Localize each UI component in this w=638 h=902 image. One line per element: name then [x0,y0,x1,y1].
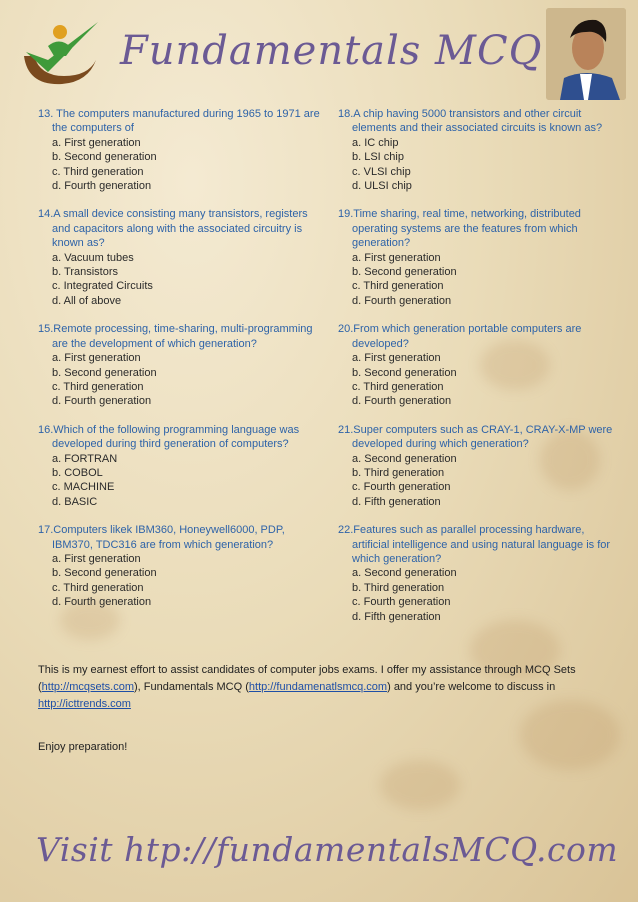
question-text: 15.Remote processing, time-sharing, multi-programming are the development of which generation? [38,323,313,350]
question-20 [338,322,623,408]
option: b. LSI chip [352,151,404,164]
option: d. Fifth generation [352,495,441,508]
enjoy-text: Enjoy preparation! [38,741,128,753]
question-text: 18.A chip having 5000 transistors and other circuit elements and their associated circuits is known as? [338,108,603,135]
option: a. IC chip [352,136,399,149]
question-text: 13. The computers manufactured during 1965 to 1971 are the computers of [38,108,320,135]
option: a. First generation [52,136,141,149]
option: c. Third generation [52,581,144,594]
option: c. Fourth generation [352,596,451,609]
question-21 [338,423,623,509]
question-22 [338,523,623,624]
option: a. First generation [352,352,441,365]
visit-banner: Visit htp://fundamentalsMCQ.com [36,830,619,869]
option: a. Vacuum tubes [52,251,134,264]
option: b. Third generation [352,466,445,479]
option: c. Third generation [352,380,444,393]
option: d. BASIC [52,495,98,508]
option: c. Third generation [52,165,144,178]
option: c. Third generation [352,280,444,293]
option: a. Second generation [352,567,457,580]
option: c. Third generation [52,380,144,393]
option: c. Fourth generation [352,481,451,494]
author-photo [546,8,626,100]
footer-text: This is my earnest effort to assist candidates of computer jobs exams. I offer my assistance through MCQ Sets ( [38,664,576,693]
option: a. First generation [352,251,441,264]
option: b. Second generation [52,366,157,379]
option: b. Second generation [352,366,457,379]
option: d. Fifth generation [352,610,441,623]
question-14 [38,207,323,308]
question-text: 16.Which of the following programming language was developed during third generation of computers? [38,423,300,451]
option: d. ULSI chip [352,180,412,193]
option: b. COBOL [52,466,103,479]
option: d. All of above [52,294,122,307]
question-15 [38,322,323,408]
option: b. Second generation [52,151,157,164]
mcqsets-link[interactable]: http://mcqsets.com [41,681,134,693]
question-16 [38,423,323,509]
option: b. Transistors [52,266,119,279]
question-text: 14.A small device consisting many transistors, registers and capacitors along with the associated circuitry is known as? [38,208,308,250]
question-text: 17.Computers likek IBM360, Honeywell6000, PDP, IBM370, TDC316 are from which generation? [38,524,285,551]
option: c. Integrated Circuits [52,280,153,293]
question-18 [338,107,623,193]
left-question-column [38,107,323,624]
footer-text: ), Fundamentals MCQ ( [133,681,249,693]
option: b. Second generation [52,567,157,580]
option: a. First generation [52,552,141,565]
checkmark-person-logo [18,16,104,90]
question-13 [38,107,323,193]
brand-title: Fundamentals MCQ [120,28,543,74]
right-question-column [338,107,623,638]
question-text: 19.Time sharing, real time, networking, distributed operating systems are the features from which generation? [338,208,581,250]
footer-text: ) and you’re welcome to discuss in [387,681,556,693]
option: a. First generation [52,352,141,365]
question-text: 22.Features such as parallel processing hardware, artificial intelligence and using natural language is for which generation? [338,524,611,565]
fundamentals-link[interactable]: http://fundamenatlsmcq.com [248,681,388,693]
option: b. Second generation [352,266,457,279]
question-text: 21.Super computers such as CRAY-1, CRAY-X-MP were developed during which generation? [338,423,613,451]
option: d. Fourth generation [52,180,152,193]
option: d. Fourth generation [352,294,452,307]
option: c. MACHINE [52,481,115,494]
question-17 [38,523,323,609]
option: d. Fourth generation [52,395,152,408]
icttrends-link[interactable]: http://icttrends.com [38,698,131,710]
option: b. Third generation [352,581,445,594]
footer-paragraph [38,662,608,713]
option: a. FORTRAN [52,452,118,465]
question-19 [338,207,623,308]
question-text: 20.From which generation portable computers are developed? [338,323,582,350]
option: c. VLSI chip [352,165,411,178]
option: d. Fourth generation [352,395,452,408]
option: a. Second generation [352,452,457,465]
option: d. Fourth generation [52,596,152,609]
